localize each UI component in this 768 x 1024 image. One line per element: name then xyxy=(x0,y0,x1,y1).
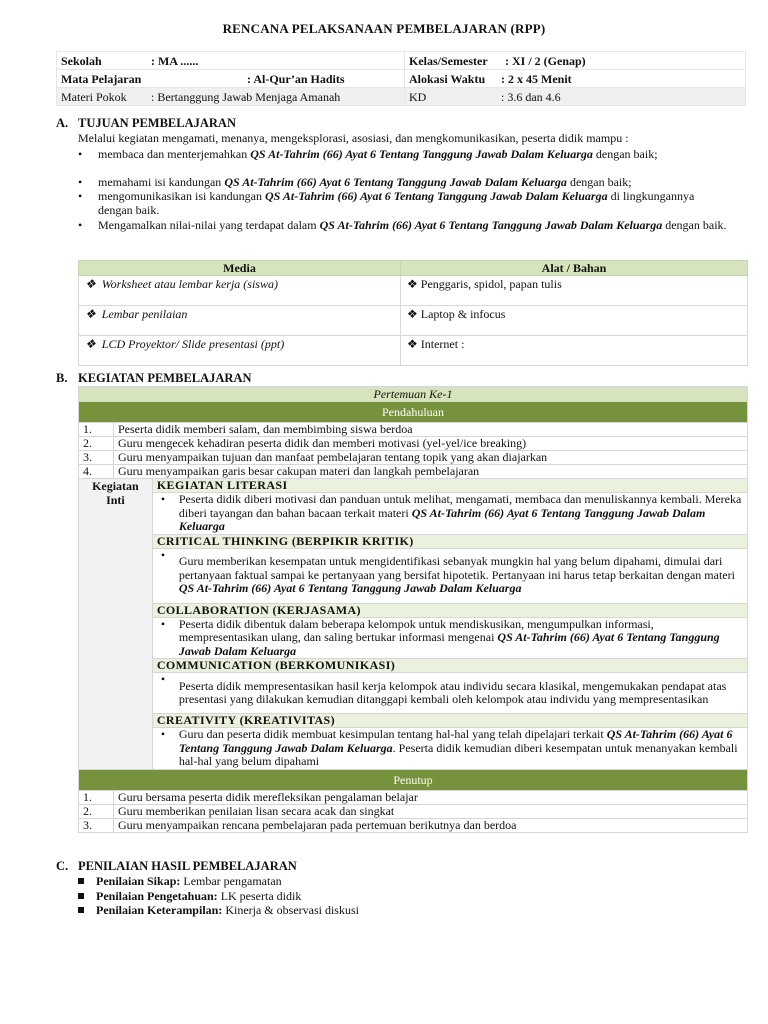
tujuan-item-suffix: dengan baik; xyxy=(566,175,632,189)
alat-cell xyxy=(401,276,748,306)
row-number: 4. xyxy=(79,465,114,479)
alokasi-label: Alokasi Waktu xyxy=(409,71,486,86)
alat-text: Laptop & infocus xyxy=(420,307,506,321)
communication-body xyxy=(152,673,747,714)
penutup-header: Penutup xyxy=(79,769,748,790)
penilaian-label: Penilaian Sikap: xyxy=(96,874,181,888)
tujuan-item xyxy=(78,175,728,189)
sekolah-label: Sekolah xyxy=(61,53,102,68)
table-row xyxy=(79,276,748,306)
collaboration-heading: COLLABORATION (KERJASAMA) xyxy=(152,603,747,617)
penilaian-value: LK peserta didik xyxy=(217,889,302,903)
bullet-icon: • xyxy=(160,727,166,741)
alat-cell xyxy=(401,306,748,336)
penilaian-value: Lembar pengamatan xyxy=(180,874,282,888)
kelas-cell xyxy=(405,52,746,70)
row-text: Guru bersama peserta didik merefleksikan pengalaman belajar xyxy=(114,790,748,804)
kd-cell xyxy=(405,88,746,106)
penilaian-label: Penilaian Keterampilan: xyxy=(96,903,223,917)
bullet-icon: • xyxy=(160,672,166,686)
table-row xyxy=(79,336,748,366)
alokasi-value: : 2 x 45 Menit xyxy=(501,71,572,86)
table-row xyxy=(79,451,748,465)
bullet-icon: • xyxy=(78,189,83,203)
tujuan-item-suffix: dengan baik. xyxy=(662,218,727,232)
tujuan-item xyxy=(78,147,728,161)
diamond-bullet-icon: ❖ xyxy=(407,337,418,351)
tujuan-item-text: Mengamalkan nilai-nilai yang terdapat dalam xyxy=(98,218,320,232)
literasi-body xyxy=(152,493,747,535)
tujuan-item-surah: QS At-Tahrim (66) Ayat 6 Tentang Tanggung Jawab Dalam Keluarga xyxy=(224,175,567,189)
inti-text: Peserta didik mempresentasikan hasil kerja kelompok atau individu secara klasikal, mengemukakan pendapat atas presentasi yang dilakukan kemudian ditanggapi kembali oleh kelompok atau individu yang mempresentasikan xyxy=(178,678,727,706)
section-c-heading xyxy=(56,859,297,873)
section-b-title: KEGIATAN PEMBELAJARAN xyxy=(78,371,252,385)
penilaian-item xyxy=(78,889,301,903)
communication-heading: COMMUNICATION (BERKOMUNIKASI) xyxy=(152,659,747,673)
section-c-title: PENILAIAN HASIL PEMBELAJARAN xyxy=(78,859,297,873)
media-column-header: Media xyxy=(79,261,401,276)
tujuan-item xyxy=(78,218,728,232)
tujuan-item-text: membaca dan menterjemahkan xyxy=(98,147,251,161)
row-text: Guru menyampaikan tujuan dan manfaat pembelajaran tentang topik yang akan diajarkan xyxy=(114,451,748,465)
section-b-number: B. xyxy=(56,371,68,385)
tujuan-item-surah: QS At-Tahrim (66) Ayat 6 Tentang Tanggung Jawab Dalam Keluarga xyxy=(319,218,663,232)
row-number: 2. xyxy=(79,437,114,451)
square-bullet-icon xyxy=(78,893,84,899)
inti-text: Guru dan peserta didik membuat kesimpulan tentang hal-hal yang telah dipelajari terkait xyxy=(178,727,607,741)
diamond-bullet-icon: ❖ xyxy=(85,277,96,291)
diamond-bullet-icon: ❖ xyxy=(407,277,418,291)
diamond-bullet-icon: ❖ xyxy=(407,307,418,321)
tujuan-item-text: mengomunikasikan isi kandungan xyxy=(98,189,265,203)
table-row xyxy=(79,465,748,479)
alat-text: Penggaris, spidol, papan tulis xyxy=(420,277,562,291)
literasi-heading: KEGIATAN LITERASI xyxy=(152,479,747,493)
inti-text: Peserta didik dibentuk dalam beberapa kelompok untuk mendiskusikan, mengumpulkan informasi, mempresentasikan ulang, dan saling bertukar informasi mengenai xyxy=(178,616,654,644)
critical-thinking-body xyxy=(152,548,747,603)
inti-text: Peserta didik diberi motivasi dan panduan untuk melihat, mengamati, membaca dan menuliskannya kembali. Mereka diberi tayangan dan bahan bacaan terkait materi xyxy=(178,492,742,520)
materi-value: : Bertanggung Jawab Menjaga Amanah xyxy=(151,89,341,104)
tujuan-item-suffix: dengan baik; xyxy=(592,147,658,161)
kd-label: KD xyxy=(409,89,427,104)
square-bullet-icon xyxy=(78,878,84,884)
penilaian-value: Kinerja & observasi diskusi xyxy=(222,903,359,917)
section-b-heading xyxy=(56,371,252,385)
critical-thinking-heading: CRITICAL THINKING (BERPIKIR KRITIK) xyxy=(152,534,747,548)
pendahuluan-header: Pendahuluan xyxy=(79,402,748,423)
tujuan-item xyxy=(78,189,728,217)
media-text: Lembar penilaian xyxy=(101,307,188,321)
row-text: Guru memberikan penilaian lisan secara acak dan singkat xyxy=(114,804,748,818)
media-text: LCD Proyektor/ Slide presentasi (ppt) xyxy=(101,337,285,351)
creativity-body xyxy=(152,728,747,770)
alokasi-cell xyxy=(405,70,746,88)
collaboration-body xyxy=(152,617,747,659)
row-text: Guru menyampaikan rencana pembelajaran pada pertemuan berikutnya dan berdoa xyxy=(114,818,748,832)
inti-surah: QS At-Tahrim (66) Ayat 6 Tentang Tanggung Jawab Dalam Keluarga xyxy=(178,727,733,755)
mapel-cell xyxy=(57,70,405,88)
tujuan-item-suffix: di lingkungannya dengan baik. xyxy=(98,189,695,217)
penilaian-label: Penilaian Pengetahuan: xyxy=(96,889,218,903)
mapel-label: Mata Pelajaran xyxy=(61,71,142,86)
table-row xyxy=(79,804,748,818)
bullet-icon: • xyxy=(78,218,83,232)
media-table xyxy=(78,260,748,366)
penilaian-item xyxy=(78,874,282,888)
kegiatan-table xyxy=(78,386,748,833)
bullet-icon: • xyxy=(160,547,166,562)
penilaian-item xyxy=(78,903,359,917)
media-cell xyxy=(79,276,401,306)
row-number: 3. xyxy=(79,818,114,832)
bullet-icon: • xyxy=(78,147,83,161)
sekolah-cell xyxy=(57,52,405,70)
row-number: 1. xyxy=(79,790,114,804)
tujuan-intro: Melalui kegiatan mengamati, menanya, mengeksplorasi, asosiasi, dan mengkomunikasikan, peserta didik mampu : xyxy=(78,131,629,145)
document-title: RENCANA PELAKSANAAN PEMBELAJARAN (RPP) xyxy=(222,21,546,36)
row-number: 2. xyxy=(79,804,114,818)
bullet-icon: • xyxy=(160,616,166,631)
inti-surah: QS At-Tahrim (66) Ayat 6 Tentang Tanggung Jawab Dalam Keluarga xyxy=(178,630,720,658)
sekolah-value: : MA ...... xyxy=(151,53,199,68)
alat-cell xyxy=(401,336,748,366)
inti-suffix: . Peserta didik kemudian diberi kesempatan untuk menanyakan kembali hal-hal yang belum dipahami xyxy=(178,740,738,768)
table-row xyxy=(79,818,748,832)
pertemuan-header: Pertemuan Ke-1 xyxy=(79,387,748,402)
kegiatan-inti-label xyxy=(79,479,153,770)
inti-text: Guru memberikan kesempatan untuk mengidentifikasi sebanyak mungkin hal yang belum dipahami, dimulai dari pertanyaan faktual sampai ke pertanyaan yang bersifat hipotetik. Pertanyaan ini harus tetap berkaitan dengan materi xyxy=(178,554,735,582)
tujuan-item-surah: QS At-Tahrim (66) Ayat 6 Tentang Tanggung Jawab Dalam Keluarga xyxy=(264,189,608,203)
row-number: 1. xyxy=(79,423,114,437)
row-text: Guru menyampaikan garis besar cakupan materi dan langkah pembelajaran xyxy=(114,465,748,479)
kegiatan-inti-text: Kegiatan Inti xyxy=(92,479,139,507)
inti-surah: QS At-Tahrim (66) Ayat 6 Tentang Tanggung Jawab Dalam Keluarga xyxy=(178,581,522,596)
row-text: Peserta didik memberi salam, dan membimbing siswa berdoa xyxy=(114,423,748,437)
square-bullet-icon xyxy=(78,907,84,913)
media-cell xyxy=(79,306,401,336)
section-a-heading xyxy=(56,116,236,130)
table-row xyxy=(79,437,748,451)
creativity-heading: CREATIVITY (KREATIVITAS) xyxy=(152,714,747,728)
table-row xyxy=(79,306,748,336)
tujuan-item-surah: QS At-Tahrim (66) Ayat 6 Tentang Tanggung Jawab Dalam Keluarga xyxy=(250,147,593,161)
diamond-bullet-icon: ❖ xyxy=(85,307,96,321)
section-c-number: C. xyxy=(56,859,69,873)
inti-surah: QS At-Tahrim (66) Ayat 6 Tentang Tanggung Jawab Dalam Keluarga xyxy=(178,505,706,533)
alat-text: Internet : xyxy=(420,337,465,351)
media-text: Worksheet atau lembar kerja (siswa) xyxy=(101,277,278,291)
kd-value: : 3.6 dan 4.6 xyxy=(501,89,561,104)
section-a-title: TUJUAN PEMBELAJARAN xyxy=(78,116,236,130)
bullet-icon: • xyxy=(160,492,166,506)
table-row xyxy=(79,790,748,804)
identity-table xyxy=(56,51,746,106)
mapel-value: : Al-Qur’an Hadits xyxy=(247,71,345,86)
row-text: Guru mengecek kehadiran peserta didik dan memberi motivasi (yel-yel/ice breaking) xyxy=(114,437,748,451)
tujuan-item-text: memahami isi kandungan xyxy=(98,175,225,189)
media-cell xyxy=(79,336,401,366)
table-row xyxy=(79,423,748,437)
materi-cell xyxy=(57,88,405,106)
section-a-number: A. xyxy=(56,116,69,130)
kelas-label: Kelas/Semester xyxy=(409,53,488,68)
materi-label: Materi Pokok xyxy=(61,89,127,104)
kelas-value: : XI / 2 (Genap) xyxy=(505,53,586,68)
row-number: 3. xyxy=(79,451,114,465)
alat-column-header: Alat / Bahan xyxy=(401,261,748,276)
diamond-bullet-icon: ❖ xyxy=(85,337,96,351)
bullet-icon: • xyxy=(78,175,83,189)
